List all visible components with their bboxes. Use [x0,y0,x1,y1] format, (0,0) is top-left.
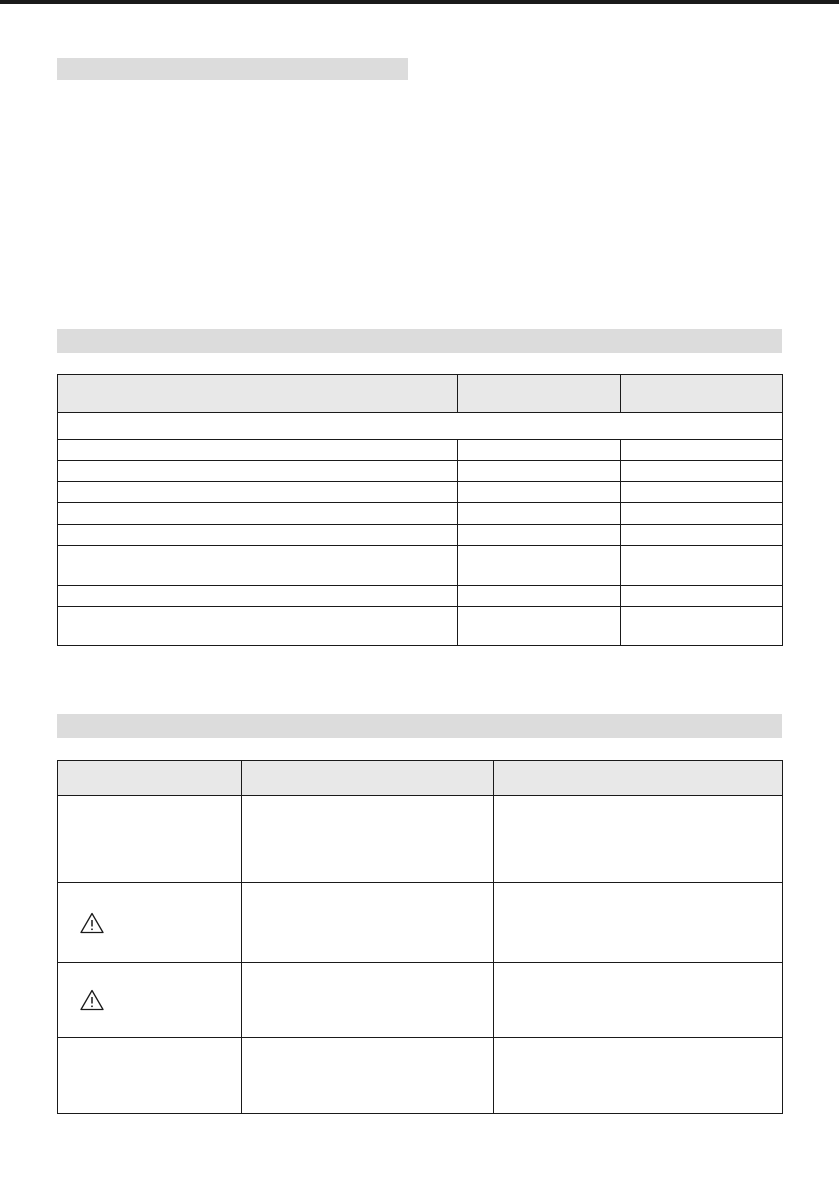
table-row [58,525,783,546]
table-header-cell [494,761,783,796]
specifications-table [57,374,783,646]
warning-triangle-icon [80,912,104,934]
section-heading-bar [57,329,782,353]
page-top-rule [0,0,839,4]
table-row [58,503,783,525]
table-cell [621,546,783,586]
table-cell [621,461,783,482]
table-header-cell [621,375,783,413]
table-cell [58,607,458,646]
table-row [58,883,783,963]
table-header-cell [242,761,494,796]
table-cell [621,503,783,525]
table-row [58,482,783,503]
warning-triangle-icon [80,989,104,1011]
section-heading-bar [57,714,782,738]
troubleshooting-table [57,760,783,1114]
table-cell [621,440,783,461]
table-cell [458,607,621,646]
table-cell [58,503,458,525]
table-cell [458,525,621,546]
table-cell [58,525,458,546]
table-cell [458,440,621,461]
table-header-cell [458,375,621,413]
table-group-row [58,413,783,440]
table-cell [458,503,621,525]
table-cell [621,525,783,546]
table-cell [621,482,783,503]
table-cell [621,586,783,607]
table-cell [458,546,621,586]
table-cell [494,963,783,1038]
table-row [58,963,783,1038]
table-row [58,440,783,461]
table-cell [58,461,458,482]
table-cell [494,883,783,963]
table-row [58,461,783,482]
table-cell [58,482,458,503]
table-cell [242,796,494,883]
table-cell [58,883,242,963]
section-heading-bar [57,58,408,80]
table-cell [494,1038,783,1114]
table-cell [494,796,783,883]
table-cell [58,440,458,461]
table-cell [58,796,242,883]
table-row [58,546,783,586]
table-header-cell [58,375,458,413]
table-header-cell [58,761,242,796]
table-cell [58,586,458,607]
table-cell [458,586,621,607]
table-cell [242,1038,494,1114]
table-row [58,796,783,883]
table-cell [58,963,242,1038]
table-cell [242,883,494,963]
table-cell [58,546,458,586]
table-cell [458,461,621,482]
table-cell [242,963,494,1038]
table-row [58,586,783,607]
table-row [58,607,783,646]
table-row [58,1038,783,1114]
table-cell [458,482,621,503]
table-cell [58,1038,242,1114]
table-cell [621,607,783,646]
